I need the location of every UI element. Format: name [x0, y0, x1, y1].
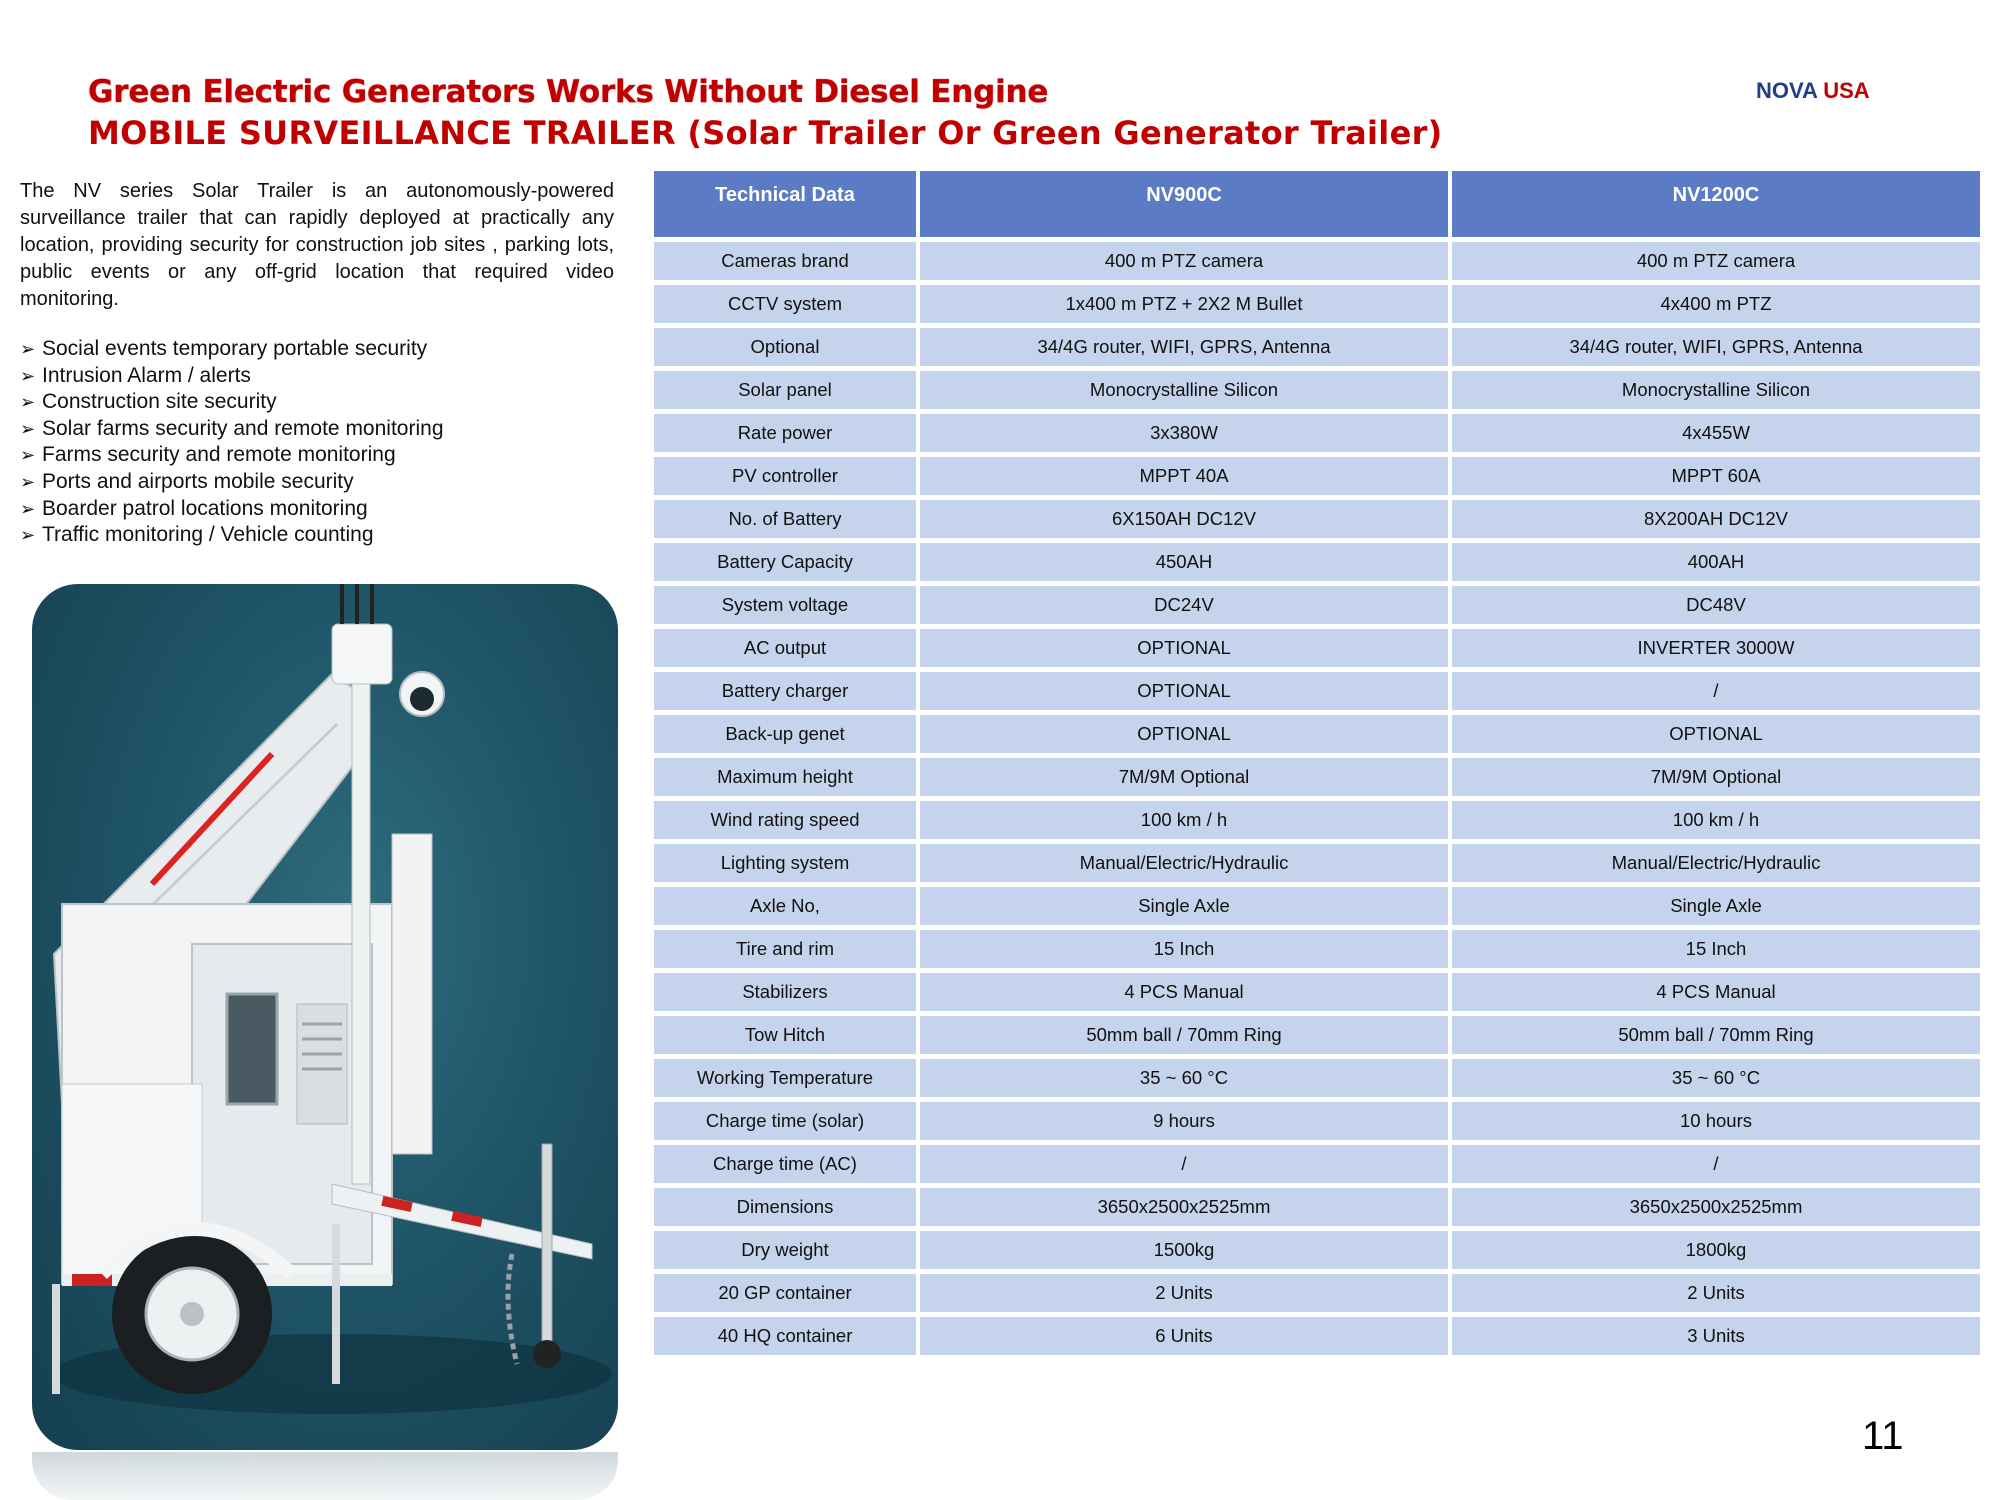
table-row: [654, 844, 1980, 882]
nv900c-value: 1500kg: [920, 1231, 1448, 1269]
table-row: [654, 242, 1980, 280]
trailer-photo: [32, 584, 618, 1450]
table-row: [654, 672, 1980, 710]
table-header-row: [654, 171, 1980, 237]
nv1200c-value: 34/4G router, WIFI, GPRS, Antenna: [1452, 328, 1980, 366]
table-row: [654, 629, 1980, 667]
spec-label: Maximum height: [654, 758, 916, 796]
spec-label: Rate power: [654, 414, 916, 452]
nv1200c-value: 4x455W: [1452, 414, 1980, 452]
spec-label: Working Temperature: [654, 1059, 916, 1097]
nv900c-value: 3x380W: [920, 414, 1448, 452]
nv900c-value: 6 Units: [920, 1317, 1448, 1355]
spec-label: Dry weight: [654, 1231, 916, 1269]
spec-label: Back-up genet: [654, 715, 916, 753]
spec-label: Charge time (AC): [654, 1145, 916, 1183]
nv900c-value: 6X150AH DC12V: [920, 500, 1448, 538]
nv900c-value: 400 m PTZ camera: [920, 242, 1448, 280]
page-number: 11: [1862, 1414, 1904, 1458]
spec-label: Battery Capacity: [654, 543, 916, 581]
nv900c-value: 7M/9M Optional: [920, 758, 1448, 796]
solar-trailer-illustration: [32, 584, 618, 1450]
table-row: [654, 1231, 1980, 1269]
spec-label: Stabilizers: [654, 973, 916, 1011]
header-nv1200c: NV1200C: [1452, 171, 1980, 237]
nv1200c-value: 400AH: [1452, 543, 1980, 581]
feature-item: ➢ Traffic monitoring / Vehicle counting: [20, 522, 620, 549]
table-row: [654, 586, 1980, 624]
table-row: [654, 1145, 1980, 1183]
feature-item: ➢ Construction site security: [20, 389, 620, 416]
nv900c-value: 2 Units: [920, 1274, 1448, 1312]
nv1200c-value: INVERTER 3000W: [1452, 629, 1980, 667]
brand-nova: NOVA: [1756, 78, 1818, 103]
brand-usa: USA: [1823, 78, 1870, 103]
table-row: [654, 414, 1980, 452]
spec-label: Lighting system: [654, 844, 916, 882]
table-row: [654, 1188, 1980, 1226]
technical-data-table: [650, 166, 1984, 1360]
nv1200c-value: 35 ~ 60 °C: [1452, 1059, 1980, 1097]
feature-item: ➢ Farms security and remote monitoring: [20, 442, 620, 469]
table-row: [654, 758, 1980, 796]
feature-item: ➢ Solar farms security and remote monitoring: [20, 416, 620, 443]
spec-label: 40 HQ container: [654, 1317, 916, 1355]
feature-item: ➢ Social events temporary portable security: [20, 336, 620, 363]
spec-label: System voltage: [654, 586, 916, 624]
nv1200c-value: 4 PCS Manual: [1452, 973, 1980, 1011]
nv1200c-value: /: [1452, 1145, 1980, 1183]
spec-label: AC output: [654, 629, 916, 667]
nv1200c-value: OPTIONAL: [1452, 715, 1980, 753]
table-row: [654, 715, 1980, 753]
nv900c-value: OPTIONAL: [920, 715, 1448, 753]
nv900c-value: 4 PCS Manual: [920, 973, 1448, 1011]
nv1200c-value: Monocrystalline Silicon: [1452, 371, 1980, 409]
nv1200c-value: 400 m PTZ camera: [1452, 242, 1980, 280]
nv1200c-value: Single Axle: [1452, 887, 1980, 925]
nv900c-value: 35 ~ 60 °C: [920, 1059, 1448, 1097]
table-row: [654, 930, 1980, 968]
table-row: [654, 328, 1980, 366]
feature-item: ➢ Intrusion Alarm / alerts: [20, 363, 620, 390]
nv1200c-value: 8X200AH DC12V: [1452, 500, 1980, 538]
nv1200c-value: 2 Units: [1452, 1274, 1980, 1312]
table-row: [654, 500, 1980, 538]
header-technical-data: Technical Data: [654, 171, 916, 237]
spec-label: Solar panel: [654, 371, 916, 409]
nv1200c-value: 100 km / h: [1452, 801, 1980, 839]
feature-item: ➢ Ports and airports mobile security: [20, 469, 620, 496]
nv1200c-value: Manual/Electric/Hydraulic: [1452, 844, 1980, 882]
spec-label: Axle No,: [654, 887, 916, 925]
arrow-bullet-icon: ➢: [20, 365, 36, 386]
arrow-bullet-icon: ➢: [20, 339, 36, 359]
arrow-bullet-icon: ➢: [20, 418, 36, 439]
table-row: [654, 543, 1980, 581]
spec-label: CCTV system: [654, 285, 916, 323]
nv900c-value: MPPT 40A: [920, 457, 1448, 495]
intro-paragraph: The NV series Solar Trailer is an autonomously-powered surveillance trailer that can rapidly deployed at practically any location, providing security for construction job sites , parking lots, public events or any off-grid location that required video monitoring.: [20, 180, 614, 310]
arrow-bullet-icon: ➢: [20, 392, 36, 413]
nv900c-value: 50mm ball / 70mm Ring: [920, 1016, 1448, 1054]
nv1200c-value: 15 Inch: [1452, 930, 1980, 968]
table-row: [654, 1274, 1980, 1312]
arrow-bullet-icon: ➢: [20, 445, 36, 466]
nv900c-value: OPTIONAL: [920, 672, 1448, 710]
nv900c-value: 450AH: [920, 543, 1448, 581]
photo-reflection: [32, 1452, 618, 1500]
feature-list: [20, 336, 620, 549]
arrow-bullet-icon: ➢: [20, 471, 36, 492]
nv900c-value: 3650x2500x2525mm: [920, 1188, 1448, 1226]
spec-label: Charge time (solar): [654, 1102, 916, 1140]
nv1200c-value: 1800kg: [1452, 1231, 1980, 1269]
table-row: [654, 1016, 1980, 1054]
spec-label: 20 GP container: [654, 1274, 916, 1312]
nv900c-value: OPTIONAL: [920, 629, 1448, 667]
nv1200c-value: 7M/9M Optional: [1452, 758, 1980, 796]
nv900c-value: 100 km / h: [920, 801, 1448, 839]
nv1200c-value: 3650x2500x2525mm: [1452, 1188, 1980, 1226]
arrow-bullet-icon: ➢: [20, 525, 36, 546]
spec-label: Cameras brand: [654, 242, 916, 280]
spec-label: Wind rating speed: [654, 801, 916, 839]
nv1200c-value: 3 Units: [1452, 1317, 1980, 1355]
nv900c-value: 9 hours: [920, 1102, 1448, 1140]
nv900c-value: 15 Inch: [920, 930, 1448, 968]
table-row: [654, 887, 1980, 925]
table-row: [654, 1317, 1980, 1355]
nv1200c-value: DC48V: [1452, 586, 1980, 624]
title-line-1: Green Electric Generators Works Without Diesel Engine: [88, 74, 1049, 110]
spec-label: Optional: [654, 328, 916, 366]
nv900c-value: 34/4G router, WIFI, GPRS, Antenna: [920, 328, 1448, 366]
nv1200c-value: /: [1452, 672, 1980, 710]
table-row: [654, 973, 1980, 1011]
table-row: [654, 1059, 1980, 1097]
table-row: [654, 457, 1980, 495]
title-line-2: MOBILE SURVEILLANCE TRAILER (Solar Trailer Or Green Generator Trailer): [88, 114, 1443, 152]
brand-logo: [1756, 78, 1870, 104]
table-row: [654, 371, 1980, 409]
spec-label: PV controller: [654, 457, 916, 495]
nv900c-value: Monocrystalline Silicon: [920, 371, 1448, 409]
spec-label: Dimensions: [654, 1188, 916, 1226]
header-nv900c: NV900C: [920, 171, 1448, 237]
nv1200c-value: 4x400 m PTZ: [1452, 285, 1980, 323]
nv1200c-value: MPPT 60A: [1452, 457, 1980, 495]
spec-label: No. of Battery: [654, 500, 916, 538]
nv900c-value: Manual/Electric/Hydraulic: [920, 844, 1448, 882]
nv900c-value: DC24V: [920, 586, 1448, 624]
table-row: [654, 1102, 1980, 1140]
nv900c-value: Single Axle: [920, 887, 1448, 925]
nv900c-value: 1x400 m PTZ + 2X2 M Bullet: [920, 285, 1448, 323]
spec-label: Tire and rim: [654, 930, 916, 968]
arrow-bullet-icon: ➢: [20, 498, 36, 519]
spec-label: Battery charger: [654, 672, 916, 710]
table-row: [654, 285, 1980, 323]
nv1200c-value: 10 hours: [1452, 1102, 1980, 1140]
nv900c-value: /: [920, 1145, 1448, 1183]
table-row: [654, 801, 1980, 839]
spec-label: Tow Hitch: [654, 1016, 916, 1054]
feature-item: ➢ Boarder patrol locations monitoring: [20, 496, 620, 523]
nv1200c-value: 50mm ball / 70mm Ring: [1452, 1016, 1980, 1054]
